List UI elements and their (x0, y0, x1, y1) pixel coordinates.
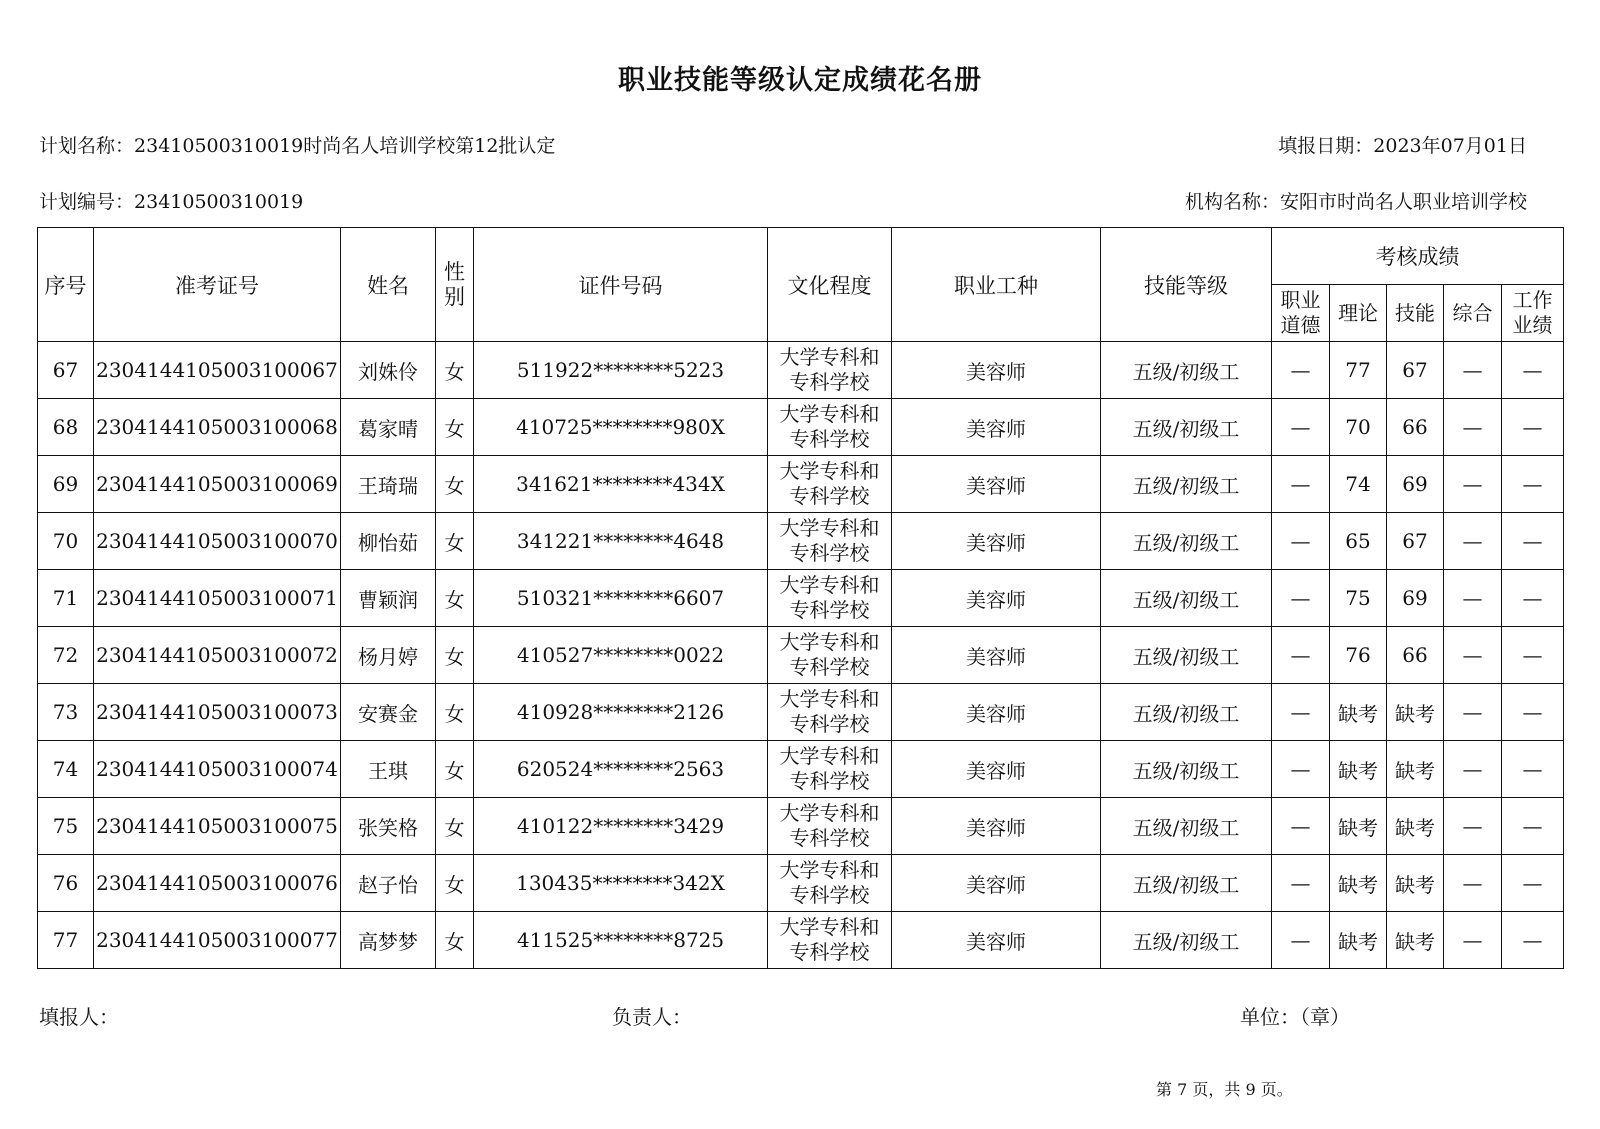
cell-education-line1: 大学专科和 (779, 516, 880, 540)
cell-occupation: 美容师 (892, 798, 1101, 855)
cell-exam-no: 2304144105003100072 (94, 627, 341, 684)
cell-skill-level: 五级/初级工 (1101, 456, 1272, 513)
cell-name: 高梦梦 (341, 912, 436, 969)
cell-work: — (1502, 627, 1564, 684)
cell-exam-no: 2304144105003100075 (94, 798, 341, 855)
cell-ethics: — (1272, 399, 1330, 456)
manager-label: 负责人： (612, 1005, 692, 1029)
cell-seq: 70 (38, 513, 94, 570)
header-overall: 综合 (1444, 285, 1502, 342)
cell-work: — (1502, 684, 1564, 741)
cell-id-no: 411525********8725 (474, 912, 768, 969)
cell-work: — (1502, 456, 1564, 513)
cell-gender: 女 (436, 855, 474, 912)
cell-occupation: 美容师 (892, 513, 1101, 570)
cell-gender: 女 (436, 570, 474, 627)
cell-skill-level: 五级/初级工 (1101, 399, 1272, 456)
cell-exam-no: 2304144105003100069 (94, 456, 341, 513)
cell-education-line1: 大学专科和 (779, 630, 880, 654)
cell-work: — (1502, 798, 1564, 855)
table-row (38, 342, 1564, 399)
cell-work: — (1502, 855, 1564, 912)
cell-skill-level: 五级/初级工 (1101, 513, 1272, 570)
cell-skill: 缺考 (1387, 855, 1444, 912)
cell-skill: 缺考 (1387, 741, 1444, 798)
header-occupation: 职业工种 (892, 228, 1101, 342)
cell-overall: — (1444, 627, 1502, 684)
report-date-value: 2023年07月01日 (1373, 135, 1527, 157)
plan-number-value: 23410500310019 (134, 191, 304, 213)
cell-theory: 缺考 (1330, 684, 1387, 741)
cell-occupation: 美容师 (892, 570, 1101, 627)
cell-overall: — (1444, 570, 1502, 627)
cell-exam-no: 2304144105003100068 (94, 399, 341, 456)
cell-id-no: 511922********5223 (474, 342, 768, 399)
cell-ethics: — (1272, 684, 1330, 741)
cell-ethics: — (1272, 570, 1330, 627)
cell-theory: 75 (1330, 570, 1387, 627)
cell-education-line2: 专科学校 (789, 427, 870, 451)
cell-skill-level: 五级/初级工 (1101, 741, 1272, 798)
header-ethics (1272, 285, 1330, 342)
header-work (1502, 285, 1564, 342)
cell-education-line1: 大学专科和 (779, 744, 880, 768)
cell-ethics: — (1272, 513, 1330, 570)
table-row (38, 684, 1564, 741)
cell-education-line1: 大学专科和 (779, 345, 880, 369)
table-row (38, 741, 1564, 798)
cell-overall: — (1444, 912, 1502, 969)
header-gender-line1: 性 (444, 259, 465, 284)
cell-overall: — (1444, 684, 1502, 741)
cell-ethics: — (1272, 798, 1330, 855)
cell-gender: 女 (436, 912, 474, 969)
cell-education-line1: 大学专科和 (779, 573, 880, 597)
org-name (1185, 187, 1527, 214)
cell-education-line1: 大学专科和 (779, 402, 880, 426)
cell-gender: 女 (436, 627, 474, 684)
cell-education-line2: 专科学校 (789, 883, 870, 907)
cell-exam-no: 2304144105003100067 (94, 342, 341, 399)
table-row (38, 456, 1564, 513)
cell-education-line2: 专科学校 (789, 655, 870, 679)
cell-occupation: 美容师 (892, 684, 1101, 741)
cell-gender: 女 (436, 741, 474, 798)
cell-name: 曹颖润 (341, 570, 436, 627)
cell-education-line1: 大学专科和 (779, 858, 880, 882)
cell-name: 王琪 (341, 741, 436, 798)
header-gender-line2: 别 (444, 284, 465, 309)
cell-id-no: 410725********980X (474, 399, 768, 456)
header-theory: 理论 (1330, 285, 1387, 342)
header-work-line1: 工作 (1512, 288, 1553, 312)
header-row-1 (38, 228, 1564, 285)
table-row (38, 627, 1564, 684)
cell-education (768, 456, 892, 513)
cell-overall: — (1444, 342, 1502, 399)
cell-ethics: — (1272, 741, 1330, 798)
cell-exam-no: 2304144105003100073 (94, 684, 341, 741)
cell-exam-no: 2304144105003100074 (94, 741, 341, 798)
cell-education-line2: 专科学校 (789, 712, 870, 736)
cell-skill: 66 (1387, 627, 1444, 684)
cell-skill: 66 (1387, 399, 1444, 456)
cell-education (768, 684, 892, 741)
header-skill-level: 技能等级 (1101, 228, 1272, 342)
cell-education-line2: 专科学校 (789, 541, 870, 565)
cell-work: — (1502, 513, 1564, 570)
cell-exam-no: 2304144105003100070 (94, 513, 341, 570)
cell-education (768, 798, 892, 855)
cell-theory: 74 (1330, 456, 1387, 513)
table-row (38, 912, 1564, 969)
cell-ethics: — (1272, 456, 1330, 513)
cell-id-no: 341221********4648 (474, 513, 768, 570)
header-id-no: 证件号码 (474, 228, 768, 342)
table-row (38, 855, 1564, 912)
cell-skill: 69 (1387, 570, 1444, 627)
cell-theory: 77 (1330, 342, 1387, 399)
cell-seq: 71 (38, 570, 94, 627)
plan-name-label: 计划名称： (39, 135, 135, 157)
cell-gender: 女 (436, 798, 474, 855)
table-body (38, 342, 1564, 969)
cell-skill-level: 五级/初级工 (1101, 570, 1272, 627)
header-ethics-line2: 道德 (1280, 313, 1321, 337)
cell-education (768, 627, 892, 684)
cell-occupation: 美容师 (892, 456, 1101, 513)
cell-skill: 缺考 (1387, 684, 1444, 741)
header-skill: 技能 (1387, 285, 1444, 342)
table-row (38, 399, 1564, 456)
cell-theory: 缺考 (1330, 741, 1387, 798)
header-name: 姓名 (341, 228, 436, 342)
table-row (38, 798, 1564, 855)
cell-seq: 77 (38, 912, 94, 969)
cell-name: 赵子怡 (341, 855, 436, 912)
cell-name: 王琦瑞 (341, 456, 436, 513)
cell-exam-no: 2304144105003100077 (94, 912, 341, 969)
unit-seal-label: 单位：（章） (1240, 1005, 1350, 1029)
cell-seq: 69 (38, 456, 94, 513)
plan-number-label: 计划编号： (39, 191, 135, 213)
cell-skill-level: 五级/初级工 (1101, 855, 1272, 912)
cell-ethics: — (1272, 855, 1330, 912)
cell-gender: 女 (436, 342, 474, 399)
cell-work: — (1502, 570, 1564, 627)
cell-work: — (1502, 399, 1564, 456)
cell-skill: 缺考 (1387, 798, 1444, 855)
cell-skill: 69 (1387, 456, 1444, 513)
header-education: 文化程度 (768, 228, 892, 342)
cell-exam-no: 2304144105003100071 (94, 570, 341, 627)
cell-skill-level: 五级/初级工 (1101, 342, 1272, 399)
plan-number (39, 187, 303, 214)
cell-education-line2: 专科学校 (789, 484, 870, 508)
header-seq: 序号 (38, 228, 94, 342)
cell-overall: — (1444, 456, 1502, 513)
cell-overall: — (1444, 513, 1502, 570)
cell-seq: 73 (38, 684, 94, 741)
cell-education-line1: 大学专科和 (779, 687, 880, 711)
cell-ethics: — (1272, 342, 1330, 399)
cell-name: 张笑格 (341, 798, 436, 855)
table-row (38, 570, 1564, 627)
cell-education-line2: 专科学校 (789, 940, 870, 964)
cell-name: 刘姝伶 (341, 342, 436, 399)
cell-work: — (1502, 741, 1564, 798)
cell-theory: 缺考 (1330, 855, 1387, 912)
cell-id-no: 410527********0022 (474, 627, 768, 684)
report-date (1278, 131, 1527, 158)
cell-education (768, 342, 892, 399)
header-ethics-line1: 职业 (1280, 288, 1321, 312)
cell-name: 杨月婷 (341, 627, 436, 684)
cell-gender: 女 (436, 456, 474, 513)
cell-occupation: 美容师 (892, 627, 1101, 684)
cell-seq: 67 (38, 342, 94, 399)
cell-id-no: 410122********3429 (474, 798, 768, 855)
cell-education (768, 513, 892, 570)
cell-seq: 72 (38, 627, 94, 684)
table-row (38, 513, 1564, 570)
page-info: 第 7 页，共 9 页。 (1156, 1080, 1293, 1099)
plan-name-value: 23410500310019时尚名人培训学校第12批认定 (134, 135, 556, 157)
cell-skill-level: 五级/初级工 (1101, 627, 1272, 684)
cell-occupation: 美容师 (892, 741, 1101, 798)
cell-occupation: 美容师 (892, 912, 1101, 969)
report-date-label: 填报日期： (1278, 135, 1374, 157)
plan-name (39, 131, 555, 158)
cell-education (768, 855, 892, 912)
document-title: 职业技能等级认定成绩花名册 (618, 65, 982, 96)
cell-overall: — (1444, 741, 1502, 798)
cell-education (768, 741, 892, 798)
cell-overall: — (1444, 798, 1502, 855)
cell-overall: — (1444, 399, 1502, 456)
cell-skill-level: 五级/初级工 (1101, 798, 1272, 855)
cell-overall: — (1444, 855, 1502, 912)
cell-education-line1: 大学专科和 (779, 459, 880, 483)
cell-education (768, 570, 892, 627)
cell-skill: 缺考 (1387, 912, 1444, 969)
org-name-label: 机构名称： (1184, 191, 1280, 213)
cell-seq: 75 (38, 798, 94, 855)
cell-work: — (1502, 342, 1564, 399)
cell-name: 葛家晴 (341, 399, 436, 456)
cell-education-line1: 大学专科和 (779, 915, 880, 939)
cell-skill: 67 (1387, 513, 1444, 570)
cell-seq: 68 (38, 399, 94, 456)
header-work-line2: 业绩 (1512, 313, 1553, 337)
cell-education-line2: 专科学校 (789, 370, 870, 394)
org-name-value: 安阳市时尚名人职业培训学校 (1279, 191, 1527, 213)
filler-label: 填报人： (39, 1005, 119, 1029)
cell-theory: 76 (1330, 627, 1387, 684)
cell-education-line1: 大学专科和 (779, 801, 880, 825)
score-roster-table (37, 227, 1564, 969)
cell-id-no: 510321********6607 (474, 570, 768, 627)
cell-education (768, 912, 892, 969)
cell-id-no: 130435********342X (474, 855, 768, 912)
cell-skill-level: 五级/初级工 (1101, 912, 1272, 969)
cell-occupation: 美容师 (892, 855, 1101, 912)
cell-exam-no: 2304144105003100076 (94, 855, 341, 912)
cell-education-line2: 专科学校 (789, 598, 870, 622)
cell-gender: 女 (436, 399, 474, 456)
cell-ethics: — (1272, 627, 1330, 684)
cell-theory: 70 (1330, 399, 1387, 456)
cell-ethics: — (1272, 912, 1330, 969)
cell-education (768, 399, 892, 456)
cell-name: 安赛金 (341, 684, 436, 741)
cell-id-no: 620524********2563 (474, 741, 768, 798)
cell-gender: 女 (436, 513, 474, 570)
header-exam-no: 准考证号 (94, 228, 341, 342)
cell-seq: 74 (38, 741, 94, 798)
cell-name: 柳怡茹 (341, 513, 436, 570)
cell-occupation: 美容师 (892, 342, 1101, 399)
cell-work: — (1502, 912, 1564, 969)
cell-education-line2: 专科学校 (789, 769, 870, 793)
header-gender (436, 228, 474, 342)
cell-seq: 76 (38, 855, 94, 912)
cell-id-no: 341621********434X (474, 456, 768, 513)
cell-skill-level: 五级/初级工 (1101, 684, 1272, 741)
header-scores-group: 考核成绩 (1272, 228, 1564, 285)
cell-skill: 67 (1387, 342, 1444, 399)
table-header (38, 228, 1564, 342)
cell-id-no: 410928********2126 (474, 684, 768, 741)
cell-theory: 缺考 (1330, 798, 1387, 855)
cell-occupation: 美容师 (892, 399, 1101, 456)
cell-theory: 65 (1330, 513, 1387, 570)
cell-gender: 女 (436, 684, 474, 741)
cell-education-line2: 专科学校 (789, 826, 870, 850)
cell-theory: 缺考 (1330, 912, 1387, 969)
